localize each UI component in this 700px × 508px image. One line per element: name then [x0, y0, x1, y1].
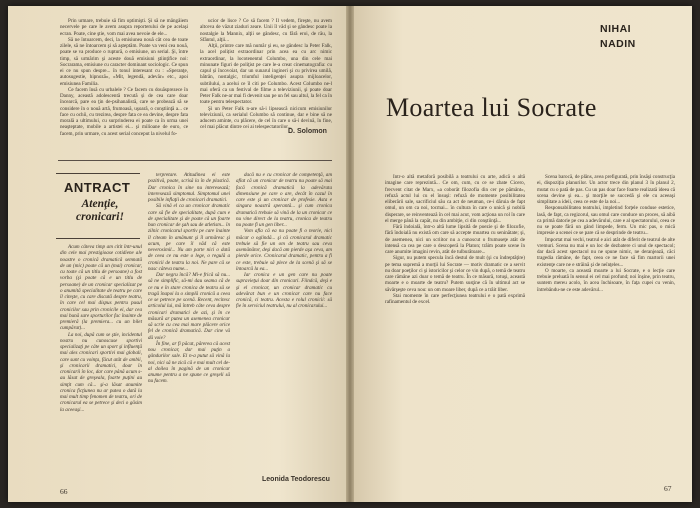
paragraph: O moarte, ca această moarte a lui Socrate, e o lecţie care trebuie preluată în sensul ei cel mai profund; noi înşine, prin teatru, suntem mereu acolo, în acea închisoare, în faţa cupei cu venin, întrebându-ne ce este adevărul... — [537, 267, 675, 293]
paragraph: În fine, ar fi păcat, părerea că acest nou cronicar, dar mai puţin a gândurilor sale. El n-a putut să vină la noi, nici să ne zică că e mai mult cel de-al doilea în pagină de un cronicar anume pentru a ne spune ce greşeli să nu facem. — [148, 340, 230, 385]
article-title: Moartea lui Socrate — [386, 93, 597, 122]
paragraph: Vom afla că ea nu poate fi o teorie, nici măcar o oglindă... şi că cronicarul dramatic trebuie să fie un om de teatru sau ceva asemănător, deşi dacă am pierde aşa ceva, am pierde orice. Cronicarul dramatic, pentru a fi ce este, trebuie să plece de la scenă şi să se întoarcă la ea... — [236, 228, 332, 272]
right-column-1 — [385, 174, 525, 486]
paragraph: Responsabilitatea teatrului, impletind forţele conduse estetice, lasă, de fapt, ca regizorul, sau omul care conduce un proces, să aibă ca primă datorie pe cea a adevărului, care e al spectatorului, ceea ce nu se poate fără un gând limpede, ferm. Un mic pas, o mică impresie a scenei ce se pare că se desprinde de teatru... — [537, 205, 676, 237]
paragraph: Să ne întoarcem, deci, la emisiunea nouă cât cea de toate zilele, să ne întoarcem şi să aşteptăm. Poate va veni cea nouă, poate se va produce o ruptură, o emisiune, un serial. Şi, între timp, să urmărim şi aceste două emisiuni ştiinţifice noi: Socrarama, emisiune cu caracter dominant sociologic. Ce spun ei ce nu spun despre... în tonul interesant cu : «Speranţe, autosugestie, hipnoză», «Mit, legendă, adevăr» etc., apoi emisiunea Familia. — [60, 36, 189, 87]
paragraph: Stai momente în care perfecţiunea teatrului e o pată exprimă rafinamentul de excel. — [385, 292, 525, 305]
author-signature: D. Solomon — [288, 128, 327, 135]
left-bottom-column-2 — [148, 172, 230, 484]
paragraph: Să vină el ca un cronicar dramatic care să fie de specialitate, după cum e de specialitate şi de poate că un foarte bun cronicar de şah sau de atletism... în zilnic cronicarul sportiv pe care înainte îl citeam în amănunt şi îl urmăresc şi acum, pe care îl văd că este neverosimil... Nu am parte nici o dată de ceea ce nu este o lege, o regulă a cronicii de teatru la noi. Ne pare că se nasc câteva nume... — [148, 203, 230, 272]
paragraph: Fără îndoială, într-o altă lume lipsită de poezie şi de filozofie, fără îndoială nu există om care să accepte moartea cu seninătate; şi, de asemenea, nici un scriitor nu a cunoscut o frumuseţe atât de intensă ca cea pe care o descoperă la Platon; trăim poate scene în care anumite imagini revin, atât de tulburătoare... — [385, 224, 525, 255]
author-first-name: NIHAI — [600, 23, 632, 35]
paragraph: Intr-o altă metaforă posibilă a teatrului cu arte, adică o altă imagine care reprezintă... Ce om, cum, cu ce se zbate Cicero, frecvent citat de Marx, «a coborât filozofia din cer pe pământ», refuză actul lui cu el însuşi: refuză de momente posibilitatea eliberării sale, sacrificiul său ca act de neuman, ce-i dăruia de fapt omul, un om ca noi, tocmai... în cultura în care o unică şi nobilă disperare, se reinventează în cel mai acut, vom acţiona un rol în care el merge până la capăt, nu din ambiţie, ci din conştiinţă... — [385, 174, 525, 224]
paragraph: Şi un Peter Falk n-are să-i lipsească nicicum emisiunilor televiziunii, ca serialul Columbo să continue, dar e bine să ne aducem aminte, cu plăcere, de cel în care o să-i devină, în fine, cel mai plăcut dintre cei ai telespectatorilor... — [200, 105, 332, 131]
paragraph: ucior de lisce ? Ce să facem ? Il vedem, fireşte, nu avem altceva de văzut ziaduri zeare. Unii îl văd şi se gândesc poate la nostalgie la Mannix, alţii se gândesc, cu fără eroi, de rău, la Sfântul, alţii... — [200, 18, 332, 43]
left-top-column-1 — [60, 18, 188, 160]
paragraph: La noi, după cum se ştie, incidentul nostru nu cunoscuse sportivi specializaţi pe câte un sport şi influenţă mai ales cronicari sportivi mai globali, care sunt cu voinţa, făcut atât de ambii, şi cronicarii dramatici, doar în cronicarii în loc, dar care până acum s-au lăsat de greşeala, foarte puţini au simţit cum că... şi-a lăsat anumite cronica ficţiunea nu ar putea o dată la mai mult timp fenomen de teatru, ori de cronicarul ea se petrece şi deci o găsim la aceeaşi... — [60, 331, 142, 413]
paragraph: Sigur, nu putem specula încă destul de mult (şi cu îndreptăţire) pe tema supremă a morţii lui Socrate — motiv dramatic ce a servit nu doar poeţilor ci şi istoricilor şi celor ce vin după, o temă de teatru care rămâne azi doar o temă de teatru. În ce măsură, totuşi, această moarte e o moarte de teatru? Putem susţine că în ultimul act se săvârşeşte ceva nou: un om moare liber, după ce a trăit liber. — [385, 255, 525, 293]
author-signature: Leonida Teodorescu — [262, 476, 330, 483]
paragraph: Ce facem însă cu urbalele ? Ce facem cu douăsprezece în Danny, această adolescentă trecută și de cea care doar încearcă, pare ea ţin de-psihanalistă, care se probează să se considere în o nouă artă, frumoasă, uşoară, o conştiinţă a... ce face cu ochii, cu trezirea, despre fata ce ea devine, despre fata morală a ultimului, cu surprinderea ei poate ca în urma unei neaşteptate, mobile a artistei ei... şi milioane de euro, ce facem, prin urmare, cu acest serial conceput la nivelul fo- — [60, 86, 188, 137]
article-author — [600, 22, 636, 52]
left-bottom-column-1 — [60, 244, 142, 484]
paragraph: Acum câteva timp am citit într-unul din cele mai prestigioase cotidiene ale noastre o cronică dramatică semnată de un (mic) poate că un (mai) cronicar, cu toate că un titlu de persoane) a fost vorba (şi poate că e un titlu de persoane) de un cronicar specializat pe o anumită specialitate de teatru pe care îl citeşte, cu care discută despre teatru, în care cel mai dispus pentru pusul cronicilor sau prin cronicile ei, dar cea mai bună sare sporturilor fac înainte de premieră (la premiera... cu un bilet cumpărat)... — [60, 244, 142, 332]
author-last-name: NADIN — [600, 38, 636, 50]
paragraph: dacă nu e cu cronicar de competenţă, am aflat că un cronicar de teatru nu poate să mai facă cronică dramatică la adevărata dimensiune pe care o are, decât în cazul în care este şi un cronicar de profesie. Asta e singura noastră sperantă... şi cum cronica dramatică trebuie să vină de la un cronicar ce nu vine direct de la teatru, cronica de teatru nu poate fi un gen liber... — [236, 172, 332, 228]
page-number: 67 — [664, 484, 672, 493]
antract-subtitle: Atenţie, cronicari! — [76, 198, 124, 223]
paragraph: Importat mai vechi, teatrul e aici atât de diferit de teatrul de alte vremuri. Scena nu mai e un loc de dezbatere ci unul de spectacol; dar dacă acest spectacol nu ne spune nimic, ne deranjează, căci tragedia rămâne, de fapt, ceea ce ne face să fim martorii unei existenţe care ne e străină şi de neînţeles... — [537, 236, 675, 268]
left-top-column-2 — [200, 18, 332, 131]
left-bottom-column-3 — [236, 172, 332, 472]
book-gutter — [346, 6, 354, 502]
paragraph: Prin urmare, trebuie să fim optimişti. Şi să ne mângâiem necervele pe care le avem asupra reporterului de pe acelaşi ecran. Poate, cine ştie, vom mai avea nevoie de ele... — [60, 18, 188, 37]
section-divider — [58, 160, 332, 161]
paragraph: Dar negru încă? Mi-e frică să nu... să ne simplific, să-mi dau seama că de ce nu e în stare cronica de teatru să se tragă înapoi la o simplă cronică a ceea ce se petrece pe scenă. Recent, recitesc articolul lui, mă întreb câte ceva despre cronicari dramatici de azi, şi în ce măsură ar putea un asemenea cronicar să scrie cu cea mai mare plăcere orice fel de cronică dramatică. Dar cine vă dă voie? — [148, 272, 230, 341]
paragraph: Alţii, printre care mă număr şi eu, se gândesc la Peter Falk, la acel polițist extraordinar prin acea ea cu arc nimic extraordinar, la locotenentul Columbo, una din cele mai minunate figuri de poliţist pe care le-a creat cinematografia: cu capul și încovoiat, dar un sunarul ingineri şi cu privirea umilă, bătrân, nostalgic, triumful inteligenţei asupra mijloacelor, subtilului, a acelui ce îl citi pe Columbo. Acest Columbo ne-l mai oferă ca un festival de filme a televiziunii, şi poate doar Peter Falk ne-ar mai fi devenit sau pe un fel sau altul, la fel ca în toate pentru telespectator. — [200, 43, 332, 106]
paragraph: Iar cronica e un gen care nu poate supravieţui doar din cronicari. Fiindcă, deşi e şi el cronicar, un cronicar dramatic cu adevărat bun e un cronicar care nu face cronică, ci teatru. Acesta e rolul cronicii: să fie în serviciul teatrului, nu al cronicarului... — [236, 272, 332, 310]
paragraph: terpretare. Atitudinea ei este pozitivă, poate, scrisă la în de plastică. Dar cronica în sine nu interesează; interesează simptomul. Simptomul unei posibile inflaţii de cronicari dramatici. — [148, 172, 230, 203]
paragraph: Scena barocă, de plâns, avea prefigurată, prin însăşi construcţia ei, dispoziţia planurilor. Un actor trece din planul 3 în planul 2, mutat cu o pată de pas. Cu un pas doar face foarte realizată ideea că scena devine şi ea... şi morţile se succedă şi ele cu aceeaşi simplitate a ideii, ceea ce este de la noi... — [537, 174, 675, 205]
antract-title: ANTRACT — [64, 180, 131, 195]
page-number: 66 — [60, 487, 68, 496]
right-column-2 — [537, 174, 675, 480]
